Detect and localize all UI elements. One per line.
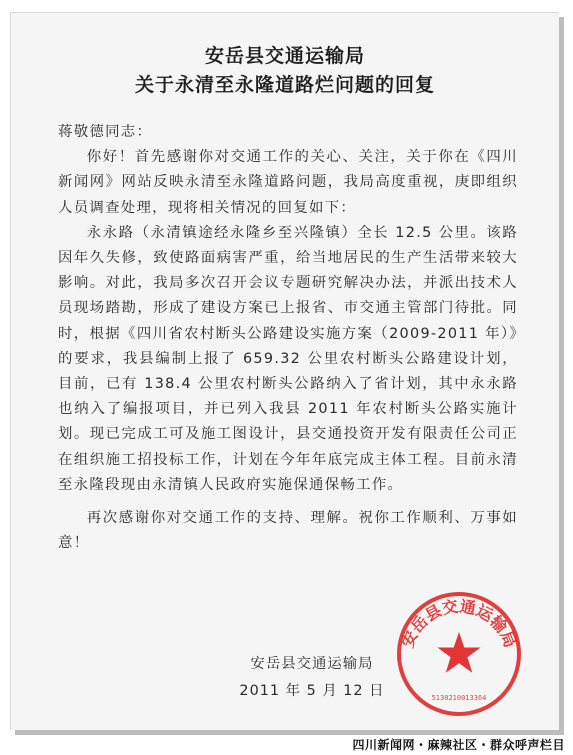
seal-number: 5130210013364 xyxy=(431,694,487,702)
document-title-subject: 关于永清至永隆道路烂问题的回复 xyxy=(134,74,435,96)
letter-body xyxy=(58,120,518,556)
signature-org: 安岳县交通运输局 xyxy=(250,656,374,672)
paragraph-greeting: 你好！首先感谢你对交通工作的关心、关注，关于你在《四川新闻网》网站反映永清至永隆道路问题，我局高度重视，庚即组织人员调查处理，现将相关情况的回复如下： xyxy=(58,149,518,216)
salutation: 蒋敬德同志： xyxy=(58,124,153,140)
seal-star-icon xyxy=(438,632,481,673)
footer-caption: 四川新闻网・麻辣社区・群众呼声栏目 xyxy=(352,738,565,752)
seal-text: 安岳县交通运输局 xyxy=(397,596,521,651)
document-title-org: 安岳县交通运输局 xyxy=(204,45,365,67)
paragraph-details: 永永路（永清镇途经永隆乡至兴隆镇）全长 12.5 公里。该路因年久失修，致使路面病害严重，给当地居民的生产生活带来较大影响。对此，我局多次召开会议专题研究解决办法，并派出技术人员现场踏勘，形成了建设方案已上报省、市交通主管部门待批。同时，根据《四川省农村断头公路建设实施方案（2009-2011 年）》的要求，我县编制上报了 659.32 公里农村断头公路建设计划，目前，已有 138.4 公里农村断头公路纳入了省计划，其中永永路也纳入了编报项目，并已列入我县 2011 年农村断头公路实施计划。现已完成工可及施工图设计，县交通投资开发有限责任公司正在组织施工招投标工作，计划在今年年底完成主体工程。目前永清至永隆段现由永清镇人民政府实施保通保畅工作。 xyxy=(58,224,518,493)
signature-date: 2011 年 5 月 12 日 xyxy=(239,683,385,699)
official-seal xyxy=(393,588,525,720)
paragraph-closing: 再次感谢你对交通工作的支持、理解。祝你工作顺利、万事如意！ xyxy=(58,510,518,552)
